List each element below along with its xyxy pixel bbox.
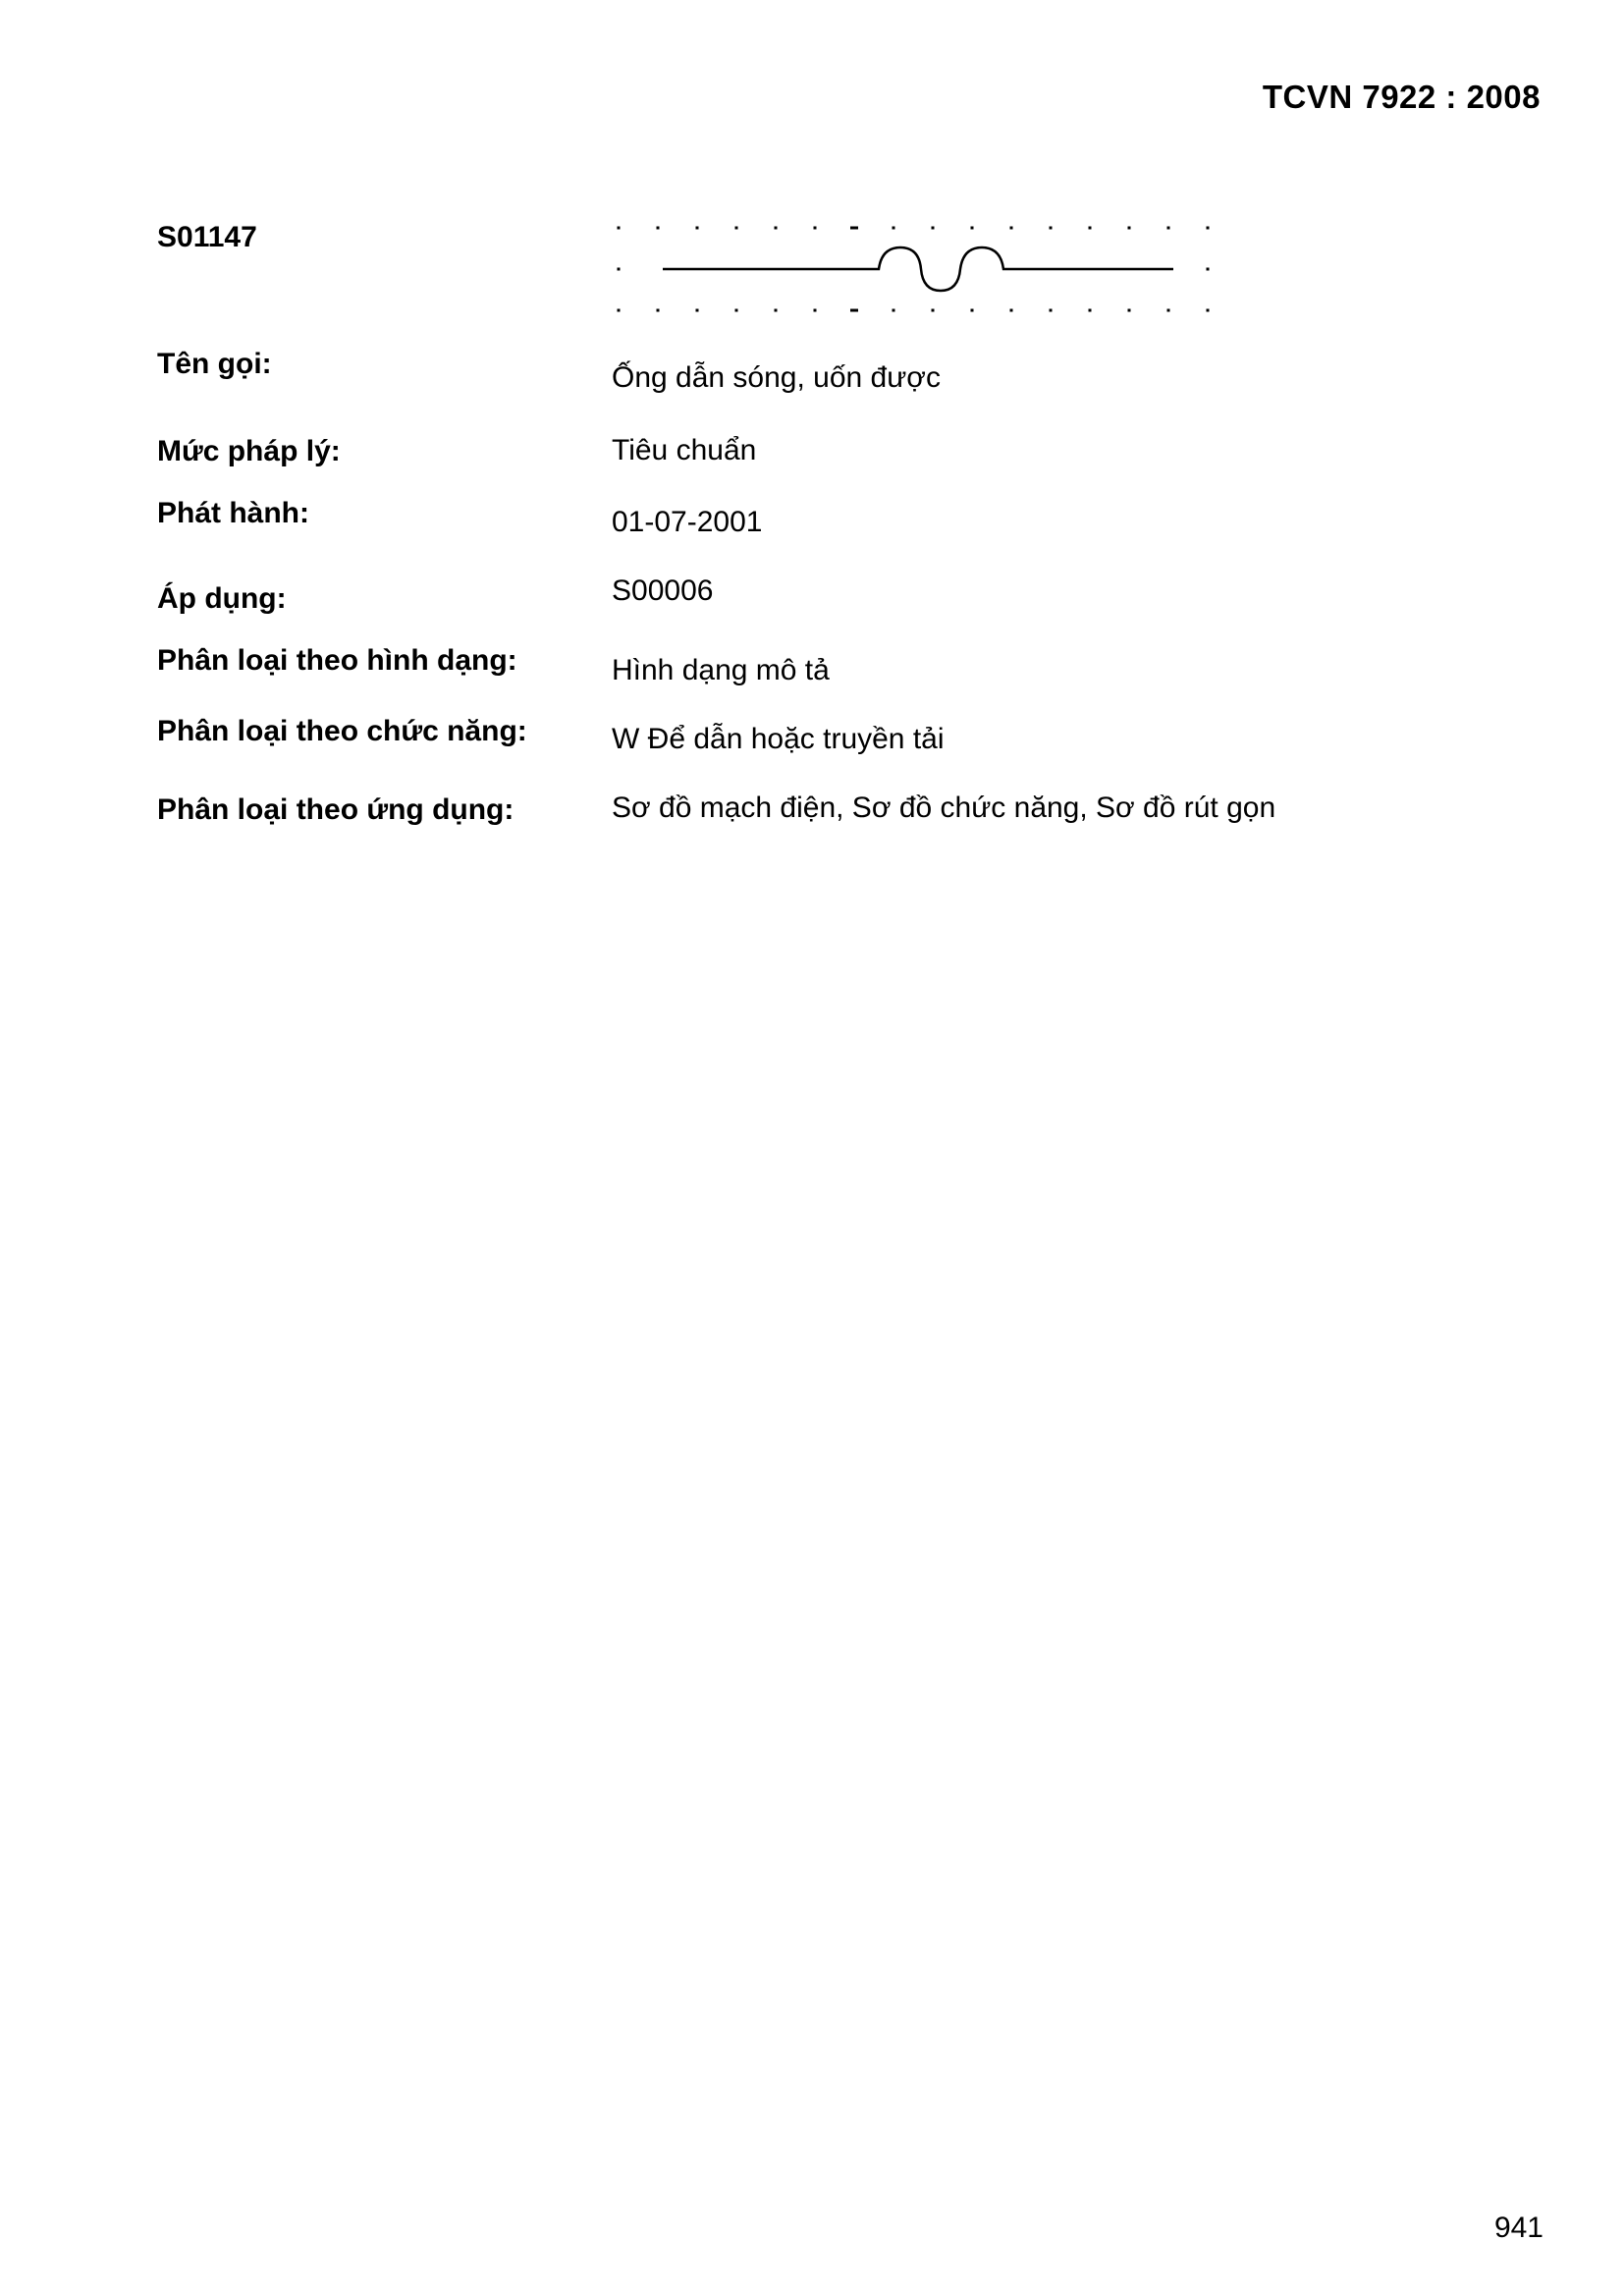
field-label-function-class: Phân loại theo chức năng:	[157, 715, 527, 747]
grid-dot	[850, 309, 858, 312]
grid-dot	[1207, 268, 1210, 271]
grid-dot	[1128, 309, 1131, 312]
field-label-application-class: Phân loại theo ứng dụng:	[157, 793, 514, 826]
flexible-waveguide-symbol-icon	[609, 218, 1218, 316]
grid-dot	[1089, 227, 1092, 230]
field-value-issued: 01-07-2001	[612, 506, 763, 538]
symbol-code: S01147	[157, 221, 257, 253]
field-label-legal-level: Mức pháp lý:	[157, 435, 341, 467]
page-number: 941	[1493, 2212, 1543, 2244]
grid-dot	[971, 309, 974, 312]
field-value-legal-level: Tiêu chuẩn	[612, 434, 757, 466]
waveguide-line	[663, 247, 1173, 291]
grid-dot	[1167, 309, 1170, 312]
grid-dot	[657, 227, 660, 230]
grid-dot	[814, 227, 817, 230]
grid-dot	[735, 309, 738, 312]
grid-dot	[1089, 309, 1092, 312]
grid-dot	[1010, 309, 1013, 312]
grid-dot	[932, 227, 935, 230]
grid-dot	[618, 227, 621, 230]
grid-dot	[618, 309, 621, 312]
grid-dot	[696, 227, 699, 230]
grid-dot	[618, 268, 621, 271]
grid-dot	[1207, 309, 1210, 312]
grid-dot	[1050, 309, 1053, 312]
grid-dot	[1010, 227, 1013, 230]
grid-dot	[775, 227, 778, 230]
grid-dot	[971, 227, 974, 230]
grid-dot	[657, 309, 660, 312]
standard-header: TCVN 7922 : 2008	[1262, 79, 1541, 115]
field-label-issued: Phát hành:	[157, 497, 309, 529]
grid-dot	[850, 227, 858, 230]
grid-dot	[735, 227, 738, 230]
field-value-name: Ống dẫn sóng, uốn được	[612, 361, 941, 394]
grid-dot	[893, 227, 895, 230]
field-label-name: Tên gọi:	[157, 348, 272, 380]
field-value-applies: S00006	[612, 574, 714, 607]
grid-dot	[696, 309, 699, 312]
grid-dot	[775, 309, 778, 312]
grid-dot	[1050, 227, 1053, 230]
field-value-shape-class: Hình dạng mô tả	[612, 654, 830, 686]
grid-dot	[932, 309, 935, 312]
grid-dot	[893, 309, 895, 312]
grid-dot	[1207, 227, 1210, 230]
grid-dot	[1128, 227, 1131, 230]
grid-dot	[1167, 227, 1170, 230]
field-label-shape-class: Phân loại theo hình dạng:	[157, 644, 517, 677]
field-value-function-class: W Để dẫn hoặc truyền tải	[612, 723, 945, 755]
field-value-application-class: Sơ đồ mạch điện, Sơ đồ chức năng, Sơ đồ rút gọn	[612, 792, 1276, 824]
grid-dot	[814, 309, 817, 312]
field-label-applies: Áp dụng:	[157, 582, 287, 615]
